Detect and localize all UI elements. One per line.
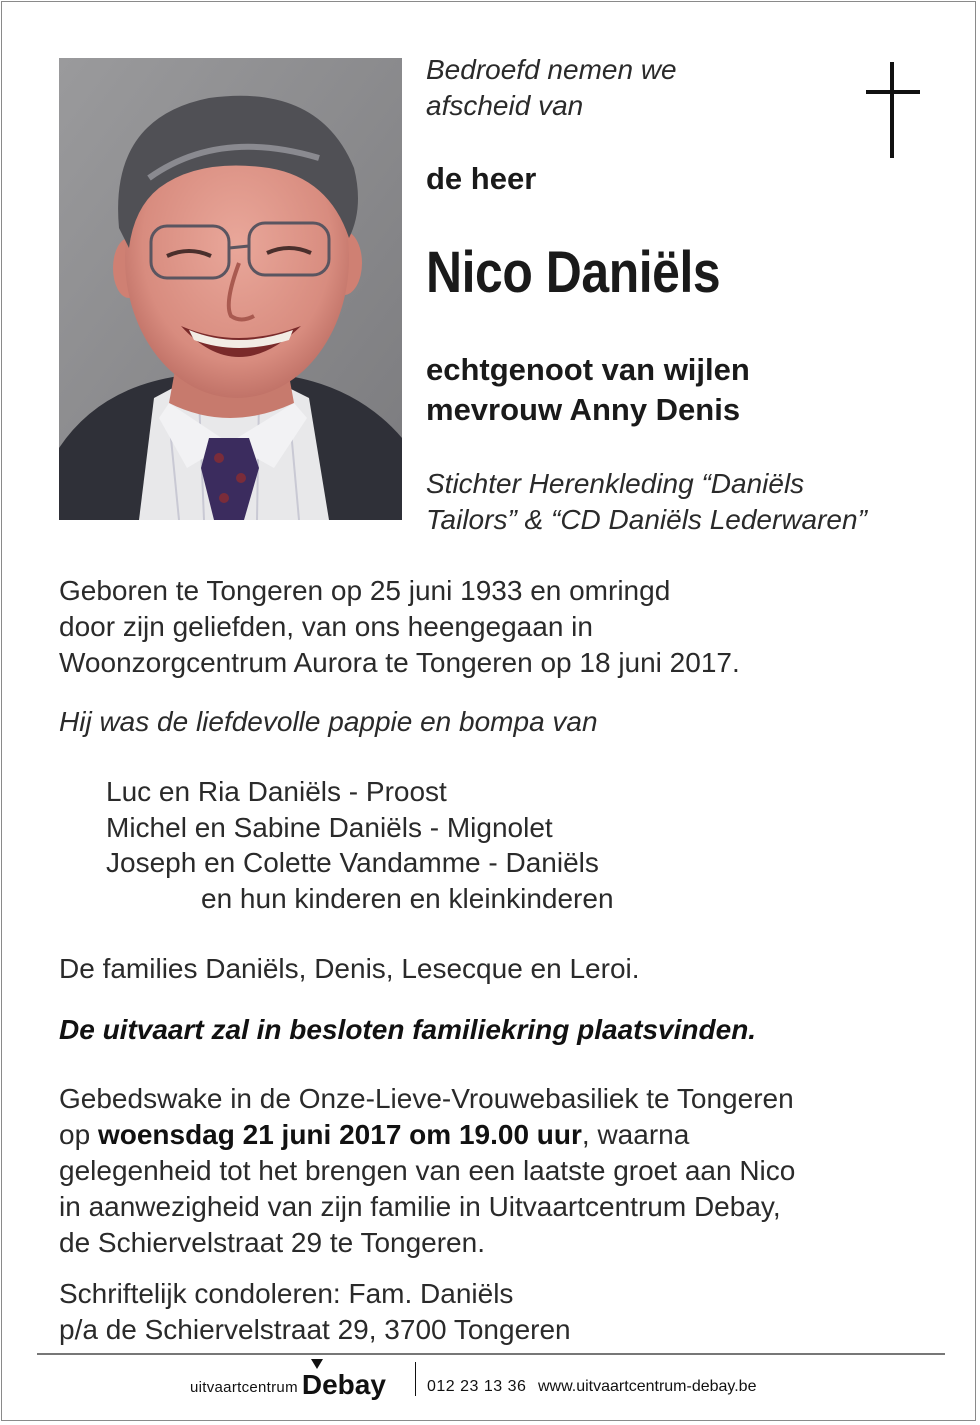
- list-item: Luc en Ria Daniëls - Proost: [106, 776, 447, 807]
- founder-text: [426, 466, 867, 538]
- footer-divider: [37, 1353, 945, 1355]
- intro-line: afscheid van: [426, 90, 584, 121]
- paragraph-line: Geboren te Tongeren op 25 juni 1933 en omringd: [59, 575, 671, 606]
- paragraph-line: Gebedswake in de Onze-Lieve-Vrouwebasiliek te Tongeren: [59, 1083, 794, 1114]
- founder-line: Tailors” & “CD Daniëls Lederwaren”: [426, 504, 867, 535]
- brand-small: uitvaartcentrum: [190, 1379, 298, 1396]
- paragraph-line: Schriftelijk condoleren: Fam. Daniëls: [59, 1278, 514, 1309]
- wake-suffix: , waarna: [581, 1119, 690, 1150]
- families-line: De families Daniëls, Denis, Lesecque en Leroi.: [59, 953, 640, 984]
- intro-line: Bedroefd nemen we: [426, 54, 677, 85]
- paragraph-line: Woonzorgcentrum Aurora te Tongeren op 18 juni 2017.: [59, 647, 740, 678]
- relation-intro: Hij was de liefdevolle pappie en bompa van: [59, 706, 598, 737]
- footer-separator: [415, 1362, 416, 1396]
- intro-text: [426, 52, 677, 124]
- wake-date-line: [59, 1117, 795, 1153]
- list-item: Michel en Sabine Daniëls - Mignolet: [106, 811, 553, 843]
- birth-death-paragraph: [59, 573, 740, 681]
- paragraph-line: door zijn geliefden, van ons heengegaan in: [59, 611, 593, 642]
- phone-number: 012 23 13 36: [427, 1378, 527, 1395]
- cross-icon: [862, 62, 924, 160]
- condolence-paragraph: [59, 1276, 571, 1348]
- website-link[interactable]: www.uitvaartcentrum-debay.be: [538, 1378, 757, 1395]
- paragraph-line: gelegenheid tot het brengen van een laatste groet aan Nico: [59, 1155, 796, 1186]
- brand-big: Debay: [301, 1369, 386, 1400]
- funeral-home-logo: [190, 1370, 386, 1400]
- wake-prefix: op: [59, 1119, 98, 1150]
- spouse-line: mevrouw Anny Denis: [426, 392, 741, 427]
- wake-datetime: woensdag 21 juni 2017 om 19.00 uur: [97, 1119, 582, 1150]
- paragraph-line: in aanwezigheid van zijn familie in Uitvaartcentrum Debay,: [59, 1191, 781, 1222]
- children-list: [106, 774, 614, 916]
- title-prefix: de heer: [426, 161, 537, 196]
- portrait-photo: [59, 58, 402, 520]
- spouse-line: echtgenoot van wijlen: [426, 352, 750, 387]
- list-item: Joseph en Colette Vandamme - Daniëls: [106, 847, 599, 878]
- grandchildren-line: en hun kinderen en kleinkinderen: [201, 882, 614, 914]
- deceased-name: Nico Daniëls: [426, 240, 721, 305]
- wake-paragraph: [59, 1081, 795, 1261]
- logo-triangle-icon: [311, 1359, 323, 1369]
- paragraph-line: p/a de Schiervelstraat 29, 3700 Tongeren: [59, 1314, 571, 1345]
- paragraph-line: de Schiervelstraat 29 te Tongeren.: [59, 1227, 485, 1258]
- spouse-text: [426, 350, 750, 430]
- funeral-notice: De uitvaart zal in besloten familiekring plaatsvinden.: [59, 1014, 757, 1045]
- founder-line: Stichter Herenkleding “Daniëls: [426, 468, 805, 499]
